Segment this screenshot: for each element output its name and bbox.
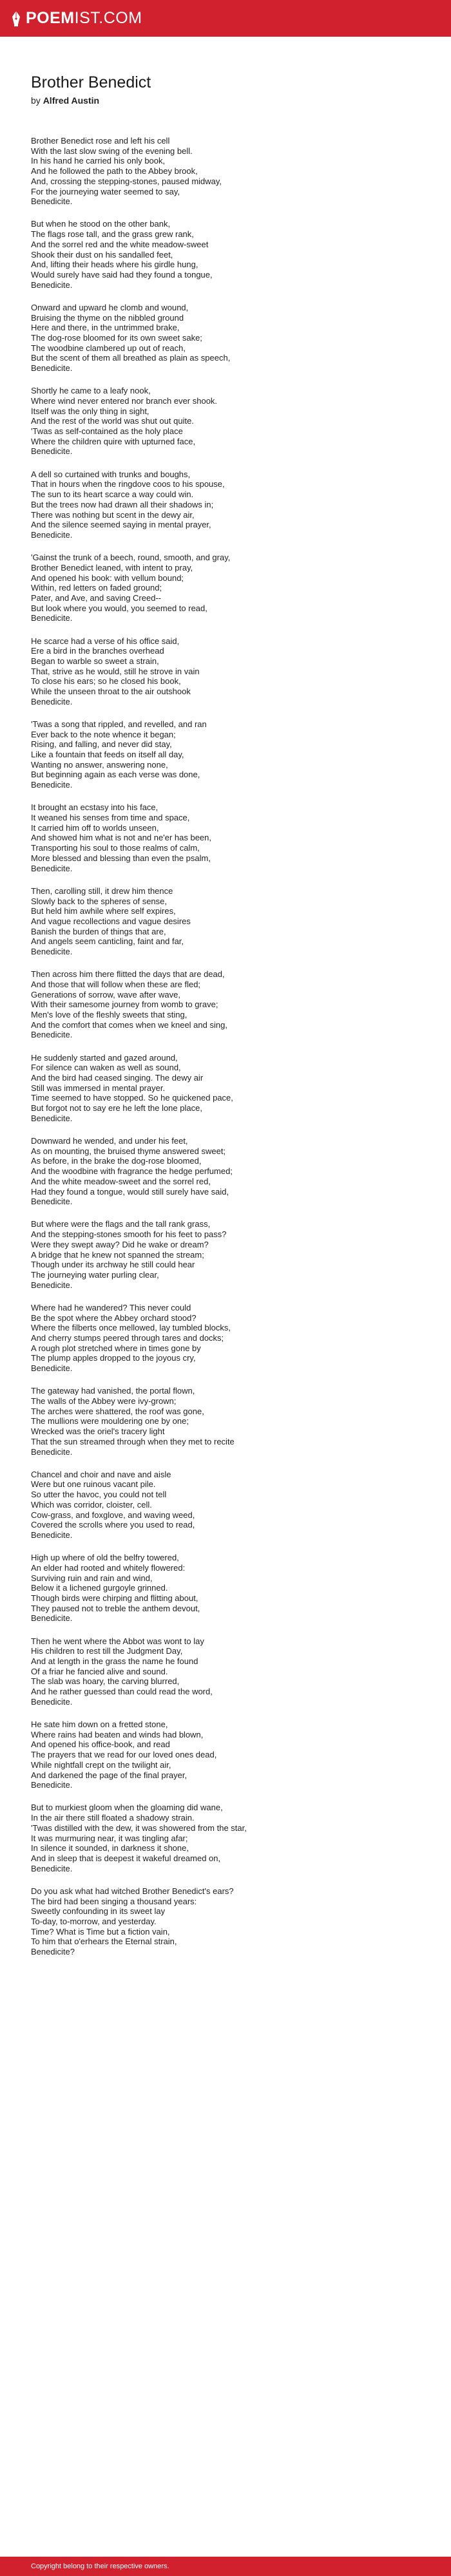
poem-line: Where had he wandered? This never could: [31, 1302, 191, 1312]
poem-line: Of a friar he fancied alive and sound.: [31, 1666, 168, 1676]
poem-line: 'Twas a song that rippled, and revelled, and ran: [31, 719, 207, 729]
poem-line: And the woodbine with fragrance the hedge perfumed;: [31, 1166, 233, 1177]
site-header: [0, 0, 451, 37]
poem-line: In his hand he carried his only book,: [31, 156, 166, 166]
poem-line: 'Twas distilled with the dew, it was showered from the star,: [31, 1823, 247, 1833]
poem-line: Benedicite.: [31, 1446, 73, 1457]
poem-line: Benedicite.: [31, 1113, 73, 1123]
poem-line: While nightfall crept on the twilight air,: [31, 1759, 171, 1770]
poem-line: While the unseen throat to the air outshook: [31, 687, 191, 697]
poem-title: Brother Benedict: [31, 73, 151, 91]
poem-line: He scarce had a verse of his office said,: [31, 636, 180, 646]
poem-line: Generations of sorrow, wave after wave,: [31, 989, 180, 999]
poem-line: To him that o'erhears the Eternal strain,: [31, 1937, 177, 1947]
poem-line: A bridge that he knew not spanned the stream;: [31, 1249, 204, 1260]
poem-line: The walls of the Abbey were ivy-grown;: [31, 1396, 177, 1406]
stanza: [31, 219, 420, 290]
poem-line: But the scent of them all breathed as plain as speech,: [31, 353, 231, 363]
poem-line: Where the filberts once mellowed, lay tumbled blocks,: [31, 1323, 231, 1333]
poem-line: Benedicite.: [31, 446, 73, 457]
poem-line: For the journeying water seemed to say,: [31, 186, 180, 196]
poem-line: And vague recollections and vague desires: [31, 916, 191, 926]
stanza: [31, 1053, 420, 1124]
poem-line: It weaned his senses from time and space,: [31, 813, 190, 823]
poem-line: Which was corridor, cloister, cell.: [31, 1499, 152, 1510]
poem-line: Benedicite?: [31, 1947, 75, 1957]
poem-line: Benedicite.: [31, 1197, 73, 1207]
site-footer: [0, 2557, 451, 2576]
stanza: [31, 1636, 420, 1707]
poem-line: The mullions were mouldering one by one;: [31, 1416, 189, 1426]
poem-line: Downward he wended, and under his feet,: [31, 1136, 188, 1146]
poem-line: There was nothing but scent in the dewy air,: [31, 509, 195, 520]
poem-line: Within, red letters on faded ground;: [31, 583, 162, 593]
poem-line: Wrecked was the oriel's tracery light: [31, 1426, 165, 1437]
poem-line: Benedicite.: [31, 1363, 73, 1374]
poem-line: And opened his book: with vellum bound;: [31, 573, 184, 583]
poem-line: Benedicite.: [31, 947, 73, 957]
poem-line: Covered the scrolls where you used to read,: [31, 1520, 195, 1530]
poem-line: And the white meadow-sweet and the sorrel red,: [31, 1176, 211, 1186]
poem-line: He suddenly started and gazed around,: [31, 1052, 178, 1063]
poem-line: Were but one ruinous vacant pile.: [31, 1479, 156, 1490]
stanza: [31, 1303, 420, 1374]
poem-line: The bird had been singing a thousand years:: [31, 1896, 197, 1906]
poem-line: An elder had rooted and whitely flowered:: [31, 1562, 186, 1573]
poem-line: Benedicite.: [31, 863, 73, 873]
poem-line: That the sun streamed through when they met to recite: [31, 1436, 235, 1446]
stanza: [31, 386, 420, 457]
poem-line: But beginning again as each verse was done,: [31, 770, 200, 780]
poem-line: The dog-rose bloomed for its own sweet sake;: [31, 332, 202, 343]
poem-line: The plump apples dropped to the joyous cry,: [31, 1353, 196, 1363]
stanza: [31, 553, 420, 623]
poem-line: Benedicite.: [31, 279, 73, 290]
poem-line: And the silence seemed saying in mental prayer,: [31, 520, 211, 530]
poem-line: Wanting no answer, answering none,: [31, 759, 168, 770]
poem-line: And cherry stumps peered through tares and docks;: [31, 1333, 224, 1343]
poem-line: Benedicite.: [31, 196, 73, 207]
poem-line: The sun to its heart scarce a way could win.: [31, 489, 194, 500]
poem-line: Itself was the only thing in sight,: [31, 406, 149, 416]
poem-line: Like a fountain that feeds on itself all day,: [31, 750, 184, 760]
stanza: [31, 136, 420, 207]
stanza: [31, 1219, 420, 1290]
poem-line: Chancel and choir and nave and aisle: [31, 1469, 171, 1479]
poem-line: More blessed and blessing than even the psalm,: [31, 853, 211, 863]
poem-line: Then across him there flitted the days that are dead,: [31, 969, 225, 980]
poem-line: Though under its archway he still could hear: [31, 1260, 195, 1270]
poem-line: They paused not to treble the anthem devout,: [31, 1603, 200, 1613]
poem-line: Below it a lichened gurgoyle grinned.: [31, 1583, 168, 1593]
poem-line: Would surely have said had they found a tongue,: [31, 269, 213, 279]
poem-line: Shortly he came to a leafy nook,: [31, 386, 151, 396]
poem-line: But to murkiest gloom when the gloaming did wane,: [31, 1803, 223, 1813]
poem-line: The arches were shattered, the roof was gone,: [31, 1406, 204, 1416]
poem-line: Rising, and falling, and never did stay,: [31, 739, 172, 750]
poem-line: So utter the havoc, you could not tell: [31, 1490, 167, 1500]
poem-line: Surviving ruin and rain and wind,: [31, 1573, 153, 1583]
poem-line: And, crossing the stepping-stones, paused midway,: [31, 176, 222, 186]
poem-line: But look where you would, you seemed to read,: [31, 603, 207, 613]
poem-line: Here and there, in the untrimmed brake,: [31, 323, 180, 333]
poem-line: And the sorrel red and the white meadow-sweet: [31, 239, 209, 249]
poem-line: Benedicite.: [31, 613, 73, 623]
stanza: [31, 303, 420, 374]
stanza: [31, 1553, 420, 1624]
poem-line: For silence can waken as well as sound,: [31, 1063, 181, 1073]
poem-line: And, lifting their heads where his girdle hung,: [31, 260, 198, 270]
poem-line: With the last slow swing of the evening bell.: [31, 146, 193, 156]
poem-line: As before, in the brake the dog-rose bloomed,: [31, 1156, 202, 1166]
poem-line: And the bird had ceased singing. The dewy air: [31, 1073, 204, 1083]
poem-line: That in hours when the ringdove coos to his spouse,: [31, 479, 225, 489]
poem-line: High up where of old the belfry towered,: [31, 1553, 179, 1563]
poem-line: Benedicite.: [31, 1696, 73, 1707]
poem-body: [31, 136, 420, 1957]
poem-line: The prayers that we read for our loved ones dead,: [31, 1750, 217, 1760]
poem-line: And he rather guessed than could read the word,: [31, 1687, 213, 1697]
poem-line: A rough plot stretched where in times gone by: [31, 1343, 201, 1353]
poem-line: In silence it sounded, in darkness it shone,: [31, 1843, 189, 1853]
poem-line: The slab was hoary, the carving blurred,: [31, 1676, 180, 1687]
logo-text-bold: POEM: [26, 9, 75, 27]
poem-line: Benedicite.: [31, 1530, 73, 1540]
poem-line: It brought an ecstasy into his face,: [31, 802, 158, 813]
poem-line: Benedicite.: [31, 1030, 73, 1040]
poem-line: He sate him down on a fretted stone,: [31, 1719, 168, 1730]
poem-line: Banish the burden of things that are,: [31, 926, 166, 936]
poem-line: Time seemed to have stopped. So he quickened pace,: [31, 1093, 233, 1103]
poem-line: Pater, and Ave, and saving Creed--: [31, 592, 162, 603]
poem-line: Though birds were chirping and flitting about,: [31, 1593, 198, 1603]
poem-line: His children to rest till the Judgment Day,: [31, 1646, 183, 1656]
poem-line: Men's love of the fleshly sweets that sting,: [31, 1010, 187, 1020]
poem-line: Where the children quire with upturned face,: [31, 436, 196, 446]
site-logo[interactable]: [26, 9, 142, 28]
poem-line: It carried him off to worlds unseen,: [31, 822, 159, 833]
poem-line: The woodbine clambered up out of reach,: [31, 343, 186, 353]
poem-line: The journeying water purling clear,: [31, 1270, 159, 1280]
stanza: [31, 969, 420, 1040]
copyright-text: Copyright belong to their respective owners.: [31, 2562, 169, 2570]
stanza: [31, 1386, 420, 1457]
poem-line: Benedicite.: [31, 1613, 73, 1624]
poem-line: Benedicite.: [31, 1780, 73, 1790]
poem-line: Be the spot where the Abbey orchard stood?: [31, 1312, 197, 1323]
poem-line: Were they swept away? Did he wake or dream?: [31, 1239, 209, 1249]
poem-line: Time? What is Time but a fiction vain,: [31, 1926, 170, 1937]
poem-line: In the air there still floated a shadowy strain.: [31, 1813, 195, 1823]
poem-content: [0, 73, 451, 1957]
poem-line: Sweetly confounding in its sweet lay: [31, 1906, 166, 1917]
poem-line: And the stepping-stones smooth for his feet to pass?: [31, 1229, 227, 1240]
poem-line: But when he stood on the other bank,: [31, 219, 171, 229]
poem-line: And in sleep that is deepest it wakeful dreamed on,: [31, 1853, 221, 1863]
poem-line: That, strive as he would, still he strove in vain: [31, 666, 200, 676]
stanza: [31, 886, 420, 957]
poem-line: Then, carolling still, it drew him thence: [31, 886, 173, 896]
poem-line: And the rest of the world was shut out quite.: [31, 416, 194, 426]
poem-line: But held him awhile where self expires,: [31, 906, 176, 916]
poem-line: And at length in the grass the name he found: [31, 1656, 198, 1666]
poem-line: Benedicite.: [31, 780, 73, 790]
stanza: [31, 802, 420, 873]
poem-line: Benedicite.: [31, 1280, 73, 1290]
poem-line: Do you ask what had witched Brother Benedict's ears?: [31, 1886, 234, 1896]
poem-line: Ever back to the note whence it began;: [31, 729, 176, 739]
stanza: [31, 1470, 420, 1540]
poem-line: Benedicite.: [31, 696, 73, 706]
poem-line: But the trees now had drawn all their shadows in;: [31, 499, 214, 509]
poem-line: And those that will follow when these are fled;: [31, 979, 201, 989]
poem-line: Ere a bird in the branches overhead: [31, 646, 164, 656]
poem-line: To close his ears; so he closed his book,: [31, 676, 181, 687]
poem-line: And he followed the path to the Abbey brook,: [31, 166, 198, 176]
poem-line: The gateway had vanished, the portal flown,: [31, 1386, 195, 1396]
stanza: [31, 1719, 420, 1790]
byline: [31, 95, 420, 106]
pen-nib-icon: [12, 10, 21, 27]
poem-line: Benedicite.: [31, 1863, 73, 1873]
poem-line: And darkened the page of the final prayer,: [31, 1770, 187, 1780]
poem-line: But where were the flags and the tall rank grass,: [31, 1219, 211, 1229]
stanza: [31, 469, 420, 540]
poem-line: 'Gainst the trunk of a beech, round, smooth, and gray,: [31, 553, 231, 563]
poem-line: As on mounting, the bruised thyme answered sweet;: [31, 1146, 226, 1156]
poem-line: And showed him what is not and ne'er has been,: [31, 833, 211, 843]
poem-line: Began to warble so sweet a strain,: [31, 656, 159, 666]
poem-line: To-day, to-morrow, and yesterday.: [31, 1916, 157, 1926]
poem-line: Still was immersed in mental prayer.: [31, 1083, 166, 1093]
poem-line: Had they found a tongue, would still surely have said,: [31, 1186, 229, 1197]
byline-prefix: by: [31, 95, 41, 106]
poem-line: The flags rose tall, and the grass grew rank,: [31, 229, 194, 240]
poem-line: Brother Benedict rose and left his cell: [31, 136, 170, 146]
poem-line: It was murmuring near, it was tingling afar;: [31, 1833, 188, 1843]
poem-line: 'Twas as self-contained as the holy place: [31, 426, 183, 437]
poem-line: And angels seem canticling, faint and far,: [31, 936, 184, 947]
poem-line: Transporting his soul to those realms of calm,: [31, 843, 200, 853]
poem-line: Bruising the thyme on the nibbled ground: [31, 312, 184, 323]
poem-line: Onward and upward he clomb and wound,: [31, 302, 189, 312]
poem-line: With their samesome journey from womb to grave;: [31, 999, 218, 1010]
author-name[interactable]: Alfred Austin: [43, 95, 100, 106]
poem-line: Cow-grass, and foxglove, and waving weed,: [31, 1510, 195, 1520]
logo-text-light: IST.COM: [74, 9, 142, 27]
stanza: [31, 636, 420, 707]
poem-line: Shook their dust on his sandalled feet,: [31, 249, 173, 260]
poem-line: But forgot not to say ere he left the lone place,: [31, 1103, 202, 1113]
poem-line: A dell so curtained with trunks and boughs,: [31, 469, 191, 479]
poem-line: Benedicite.: [31, 363, 73, 374]
poem-line: Slowly back to the spheres of sense,: [31, 896, 168, 906]
poem-line: Where rains had beaten and winds had blown,: [31, 1729, 204, 1739]
stanza: [31, 1886, 420, 1957]
stanza: [31, 719, 420, 790]
stanza: [31, 1803, 420, 1873]
poem-line: And opened his office-book, and read: [31, 1739, 170, 1750]
stanza: [31, 1136, 420, 1207]
poem-line: Brother Benedict leaned, with intent to pray,: [31, 562, 193, 573]
poem-line: Then he went where the Abbot was wont to lay: [31, 1636, 204, 1646]
poem-line: Where wind never entered nor branch ever shook.: [31, 395, 218, 406]
poem-line: Benedicite.: [31, 529, 73, 540]
poem-line: And the comfort that comes when we kneel and sing,: [31, 1019, 227, 1030]
